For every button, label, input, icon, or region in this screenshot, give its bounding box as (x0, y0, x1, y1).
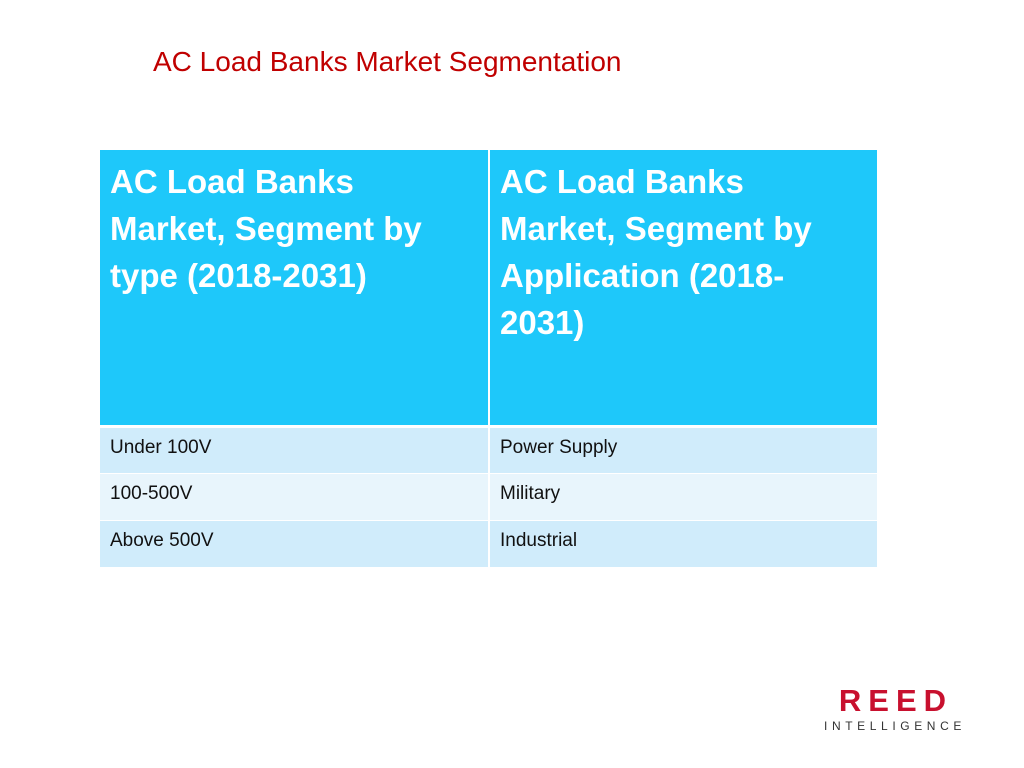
table-header-row (100, 150, 877, 426)
logo-subtitle: INTELLIGENCE (824, 719, 966, 733)
table-cell-type: Under 100V (100, 426, 489, 473)
table-cell-application: Power Supply (489, 426, 877, 473)
table-row (100, 520, 877, 567)
table-cell-type: 100-500V (100, 473, 489, 520)
table-cell-application: Military (489, 473, 877, 520)
table-cell-application: Industrial (489, 520, 877, 567)
table-row (100, 426, 877, 473)
header-segment-by-type: AC Load Banks Market, Segment by type (2018-2031) (100, 150, 489, 426)
table-row (100, 473, 877, 520)
reed-intelligence-logo (818, 684, 968, 734)
table-cell-type: Above 500V (100, 520, 489, 567)
slide-title: AC Load Banks Market Segmentation (153, 46, 622, 77)
segmentation-table (100, 150, 877, 568)
header-segment-by-application: AC Load Banks Market, Segment by Application (2018-2031) (489, 150, 877, 426)
logo-wordmark: REED (838, 683, 954, 718)
